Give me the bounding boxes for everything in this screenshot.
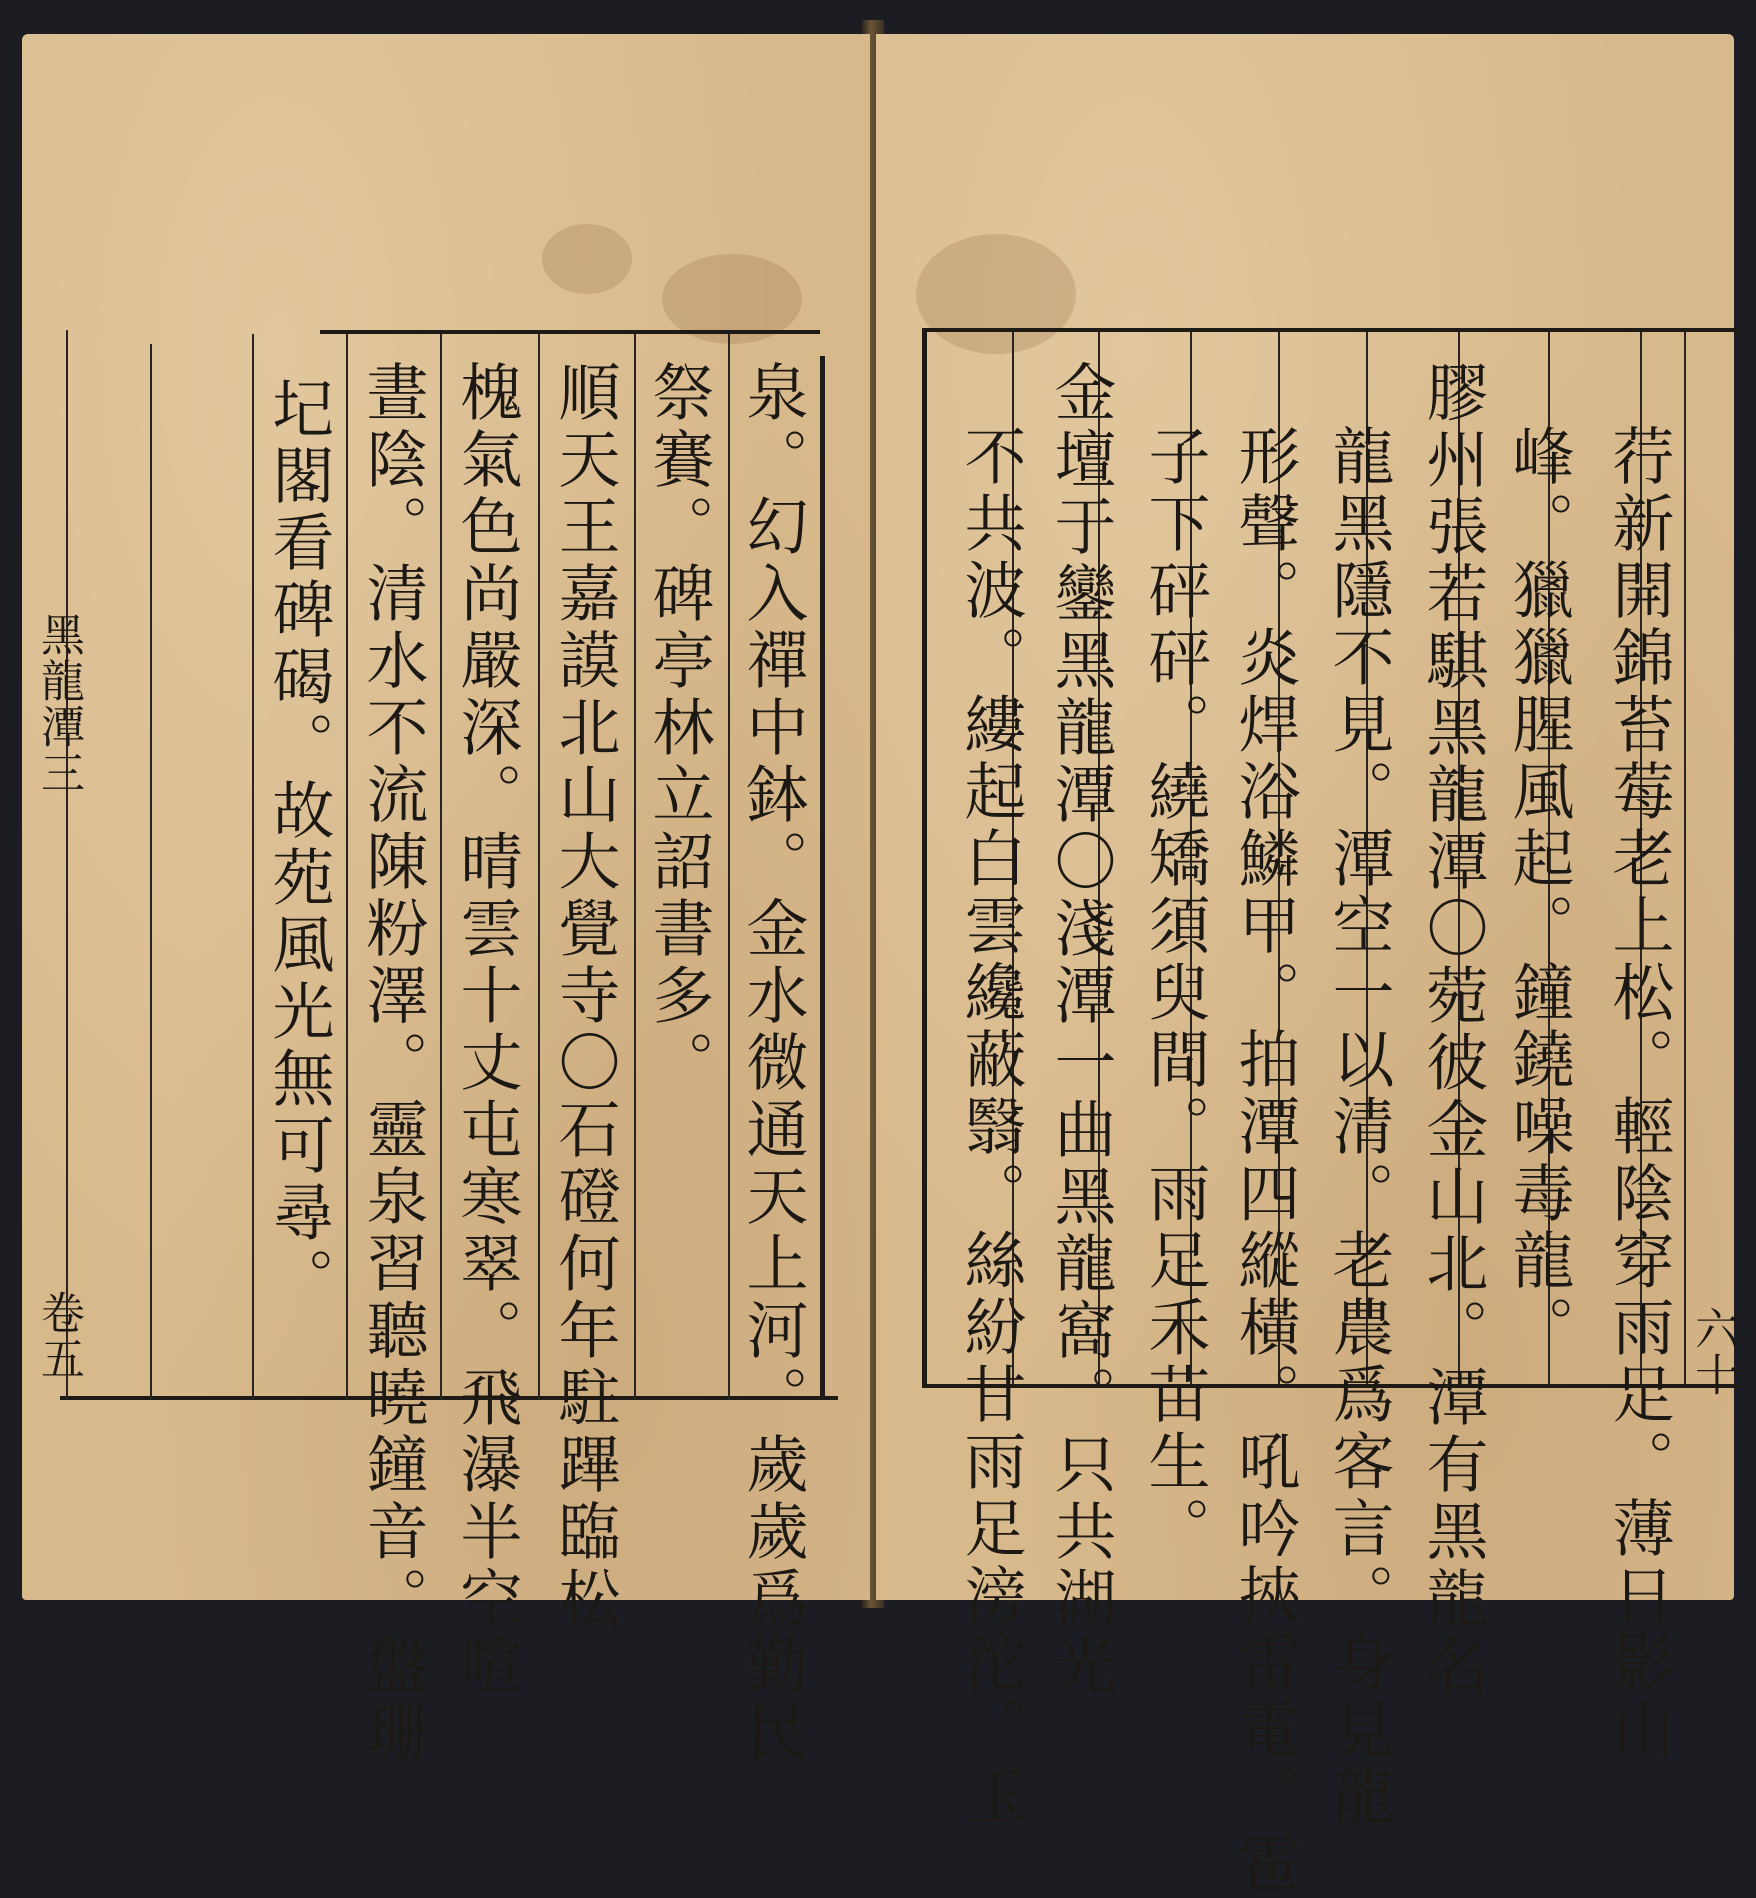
column-rule — [66, 330, 68, 1400]
text-column: 金壇于鑾黑龍潭〇淺潭一曲黑龍窩。只共湖光 — [1044, 360, 1117, 1700]
column-rule — [252, 334, 254, 1400]
page-border-line — [820, 356, 825, 1400]
column-rule — [346, 334, 348, 1400]
column-rule — [150, 344, 152, 1400]
margin-title: 黑龍潭三 — [33, 612, 84, 796]
text-column: 膠州張若騏黑龍潭〇菀彼金山北。潭有黑龍名 — [1416, 360, 1489, 1700]
bottom-border-line — [60, 1396, 838, 1400]
column-rule — [728, 334, 730, 1400]
water-stain — [542, 224, 632, 294]
text-column: 泉。幻入禪中鉢。金水微通天上河。歲歲爲勤民 — [736, 360, 809, 1767]
water-stain — [916, 234, 1076, 354]
text-column: 祭賽。碑亭林立詔書多。 — [642, 360, 715, 1097]
text-column: 晝陰。清水不流陳粉澤。靈泉習聽曉鐘音。盤珊 — [356, 360, 429, 1767]
column-rule — [1684, 332, 1686, 1384]
column-rule — [634, 334, 636, 1400]
juan-number: 卷五 — [33, 1290, 84, 1382]
text-column: 峰。獵獵腥風起。鐘鐃噪毒龍。 — [1502, 424, 1575, 1362]
top-border-line — [320, 330, 820, 334]
text-column: 槐氣色尚嚴深。晴雲十丈屯寒翠。飛瀑半空喧 — [450, 360, 523, 1700]
page-border-line — [922, 328, 927, 1388]
text-column: 圮閣看碑碣。故苑風光無可尋。 — [262, 376, 335, 1314]
top-border-line — [922, 328, 1740, 332]
column-rule — [440, 334, 442, 1400]
text-column: 順天王嘉謨北山大覺寺〇石磴何年駐蹕臨松 — [548, 360, 621, 1633]
text-column: 形聲。炎焊浴鱗甲。拍潭四縱橫。吼吟挾雷電。雹 — [1228, 424, 1301, 1898]
text-column: 不共波。縷起白雲纔蔽翳。絲紛甘雨足滂沱。玉 — [954, 424, 1027, 1831]
text-column: 子下砰砰。繞矯須臾間。雨足禾苗生。 — [1138, 424, 1211, 1563]
column-rule — [538, 334, 540, 1400]
text-column: 龍黑隱不見。潭空一以清。老農爲客言。身見龍 — [1322, 424, 1395, 1831]
text-column: 荇新開錦苔莓老上松。輕陰穿雨足。薄日影山 — [1602, 424, 1675, 1764]
page-number: 六十 — [1687, 1306, 1738, 1398]
